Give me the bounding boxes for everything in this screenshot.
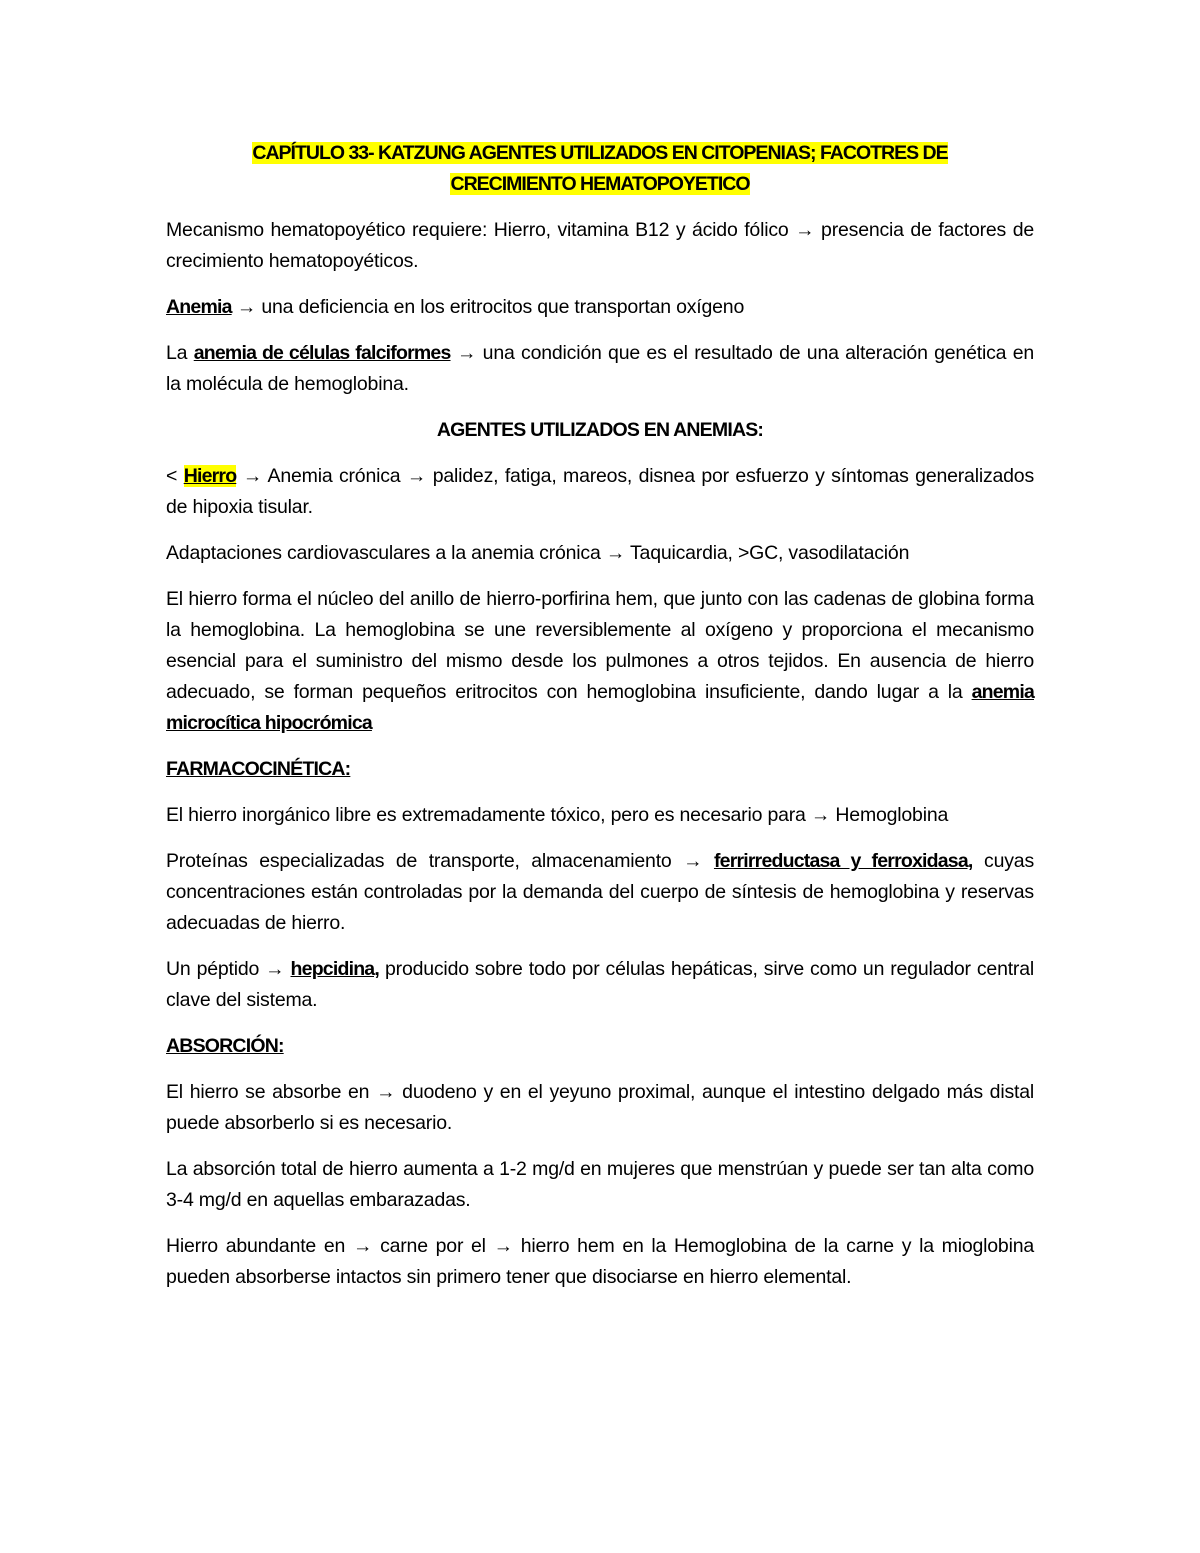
paragraph-absorption-total [166, 1154, 1034, 1216]
section-heading-agents: AGENTES UTILIZADOS EN ANEMIAS: [436, 419, 764, 441]
section-heading-absorption: ABSORCIÓN: [166, 1035, 284, 1057]
paragraph-transport-proteins [166, 846, 1034, 939]
paragraph-text: producido sobre todo por células hepáticas, sirve como un regulador central clave del sistema. [166, 958, 1035, 1011]
paragraph-text: Adaptaciones cardiovasculares a la anemia crónica → Taquicardia, >GC, vasodilatación [166, 542, 910, 564]
paragraph-iron-heme [166, 584, 1034, 739]
term-sickle-cell-anemia: anemia de células falciformes [193, 342, 451, 364]
paragraph-text: → una deficiencia en los eritrocitos que transportan oxígeno [231, 296, 745, 318]
paragraph-cardiovascular [166, 538, 1034, 569]
term-hepcidin: hepcidina, [290, 958, 379, 980]
paragraph-absorption-site [166, 1077, 1034, 1139]
term-anemia: Anemia [166, 296, 232, 318]
paragraph-text: El hierro inorgánico libre es extremadamente tóxico, pero es necesario para → Hemoglobina [166, 804, 949, 826]
paragraph-hepcidin [166, 954, 1034, 1016]
paragraph-prefix: Proteínas especializadas de transporte, almacenamiento → [166, 850, 714, 872]
paragraph-text: Mecanismo hematopoyético requiere: Hierro, vitamina B12 y ácido fólico → presencia de factores de crecimiento hematopoyéticos. [166, 219, 1034, 272]
title-line-2: CRECIMIENTO HEMATOPOYETICO [450, 173, 750, 195]
paragraph-prefix: < [166, 465, 184, 487]
paragraph-dietary-iron [166, 1231, 1034, 1293]
paragraph-prefix: Un péptido → [166, 958, 291, 980]
paragraph-text: → una condición que es el resultado de una alteración genética en la molécula de hemoglobina. [166, 342, 1034, 395]
term-iron: Hierro [183, 465, 237, 487]
paragraph-sickle-cell [166, 338, 1034, 400]
paragraph-anemia-definition [166, 292, 1034, 323]
paragraph-inorganic-iron [166, 800, 1034, 831]
paragraph-text: → Anemia crónica → palidez, fatiga, mareos, disnea por esfuerzo y síntomas generalizados de hipoxia tisular. [166, 465, 1034, 518]
paragraph-prefix: La [166, 342, 194, 364]
paragraph-hematopoietic-mechanism [166, 215, 1034, 277]
term-ferrireductase: ferrirreductasa y ferroxidasa, [713, 850, 973, 872]
paragraph-text: La absorción total de hierro aumenta a 1-2 mg/d en mujeres que menstrúan y puede ser tan alta como 3-4 mg/d en aquellas embarazadas. [166, 1158, 1034, 1211]
paragraph-iron [166, 461, 1034, 523]
title-line-1: CAPÍTULO 33- KATZUNG AGENTES UTILIZADOS EN CITOPENIAS; FACOTRES DE [252, 142, 948, 164]
paragraph-text: El hierro forma el núcleo del anillo de hierro-porfirina hem, que junto con las cadenas de globina forma la hemoglobina. La hemoglobina se une reversiblemente al oxígeno y proporciona el mecanismo esencial para el suministro del mismo desde los pulmones a otros tejidos. En ausencia de hierro adecuado, se forman pequeños eritrocitos con hemoglobina insuficiente, dando lugar a la [166, 588, 1034, 703]
section-heading-pharmacokinetics: FARMACOCINÉTICA: [166, 758, 351, 780]
document-title [166, 138, 1034, 200]
paragraph-text: El hierro se absorbe en → duodeno y en el yeyuno proximal, aunque el intestino delgado más distal puede absorberlo si es necesario. [166, 1081, 1034, 1134]
paragraph-text: Hierro abundante en → carne por el → hierro hem en la Hemoglobina de la carne y la mioglobina pueden absorberse intactos sin primero tener que disociarse en hierro elemental. [166, 1235, 1034, 1288]
term-microcytic-anemia: anemia microcítica hipocrómica [166, 681, 1034, 734]
paragraph-text: cuyas concentraciones están controladas por la demanda del cuerpo de síntesis de hemoglobina y reservas adecuadas de hierro. [166, 850, 1034, 934]
